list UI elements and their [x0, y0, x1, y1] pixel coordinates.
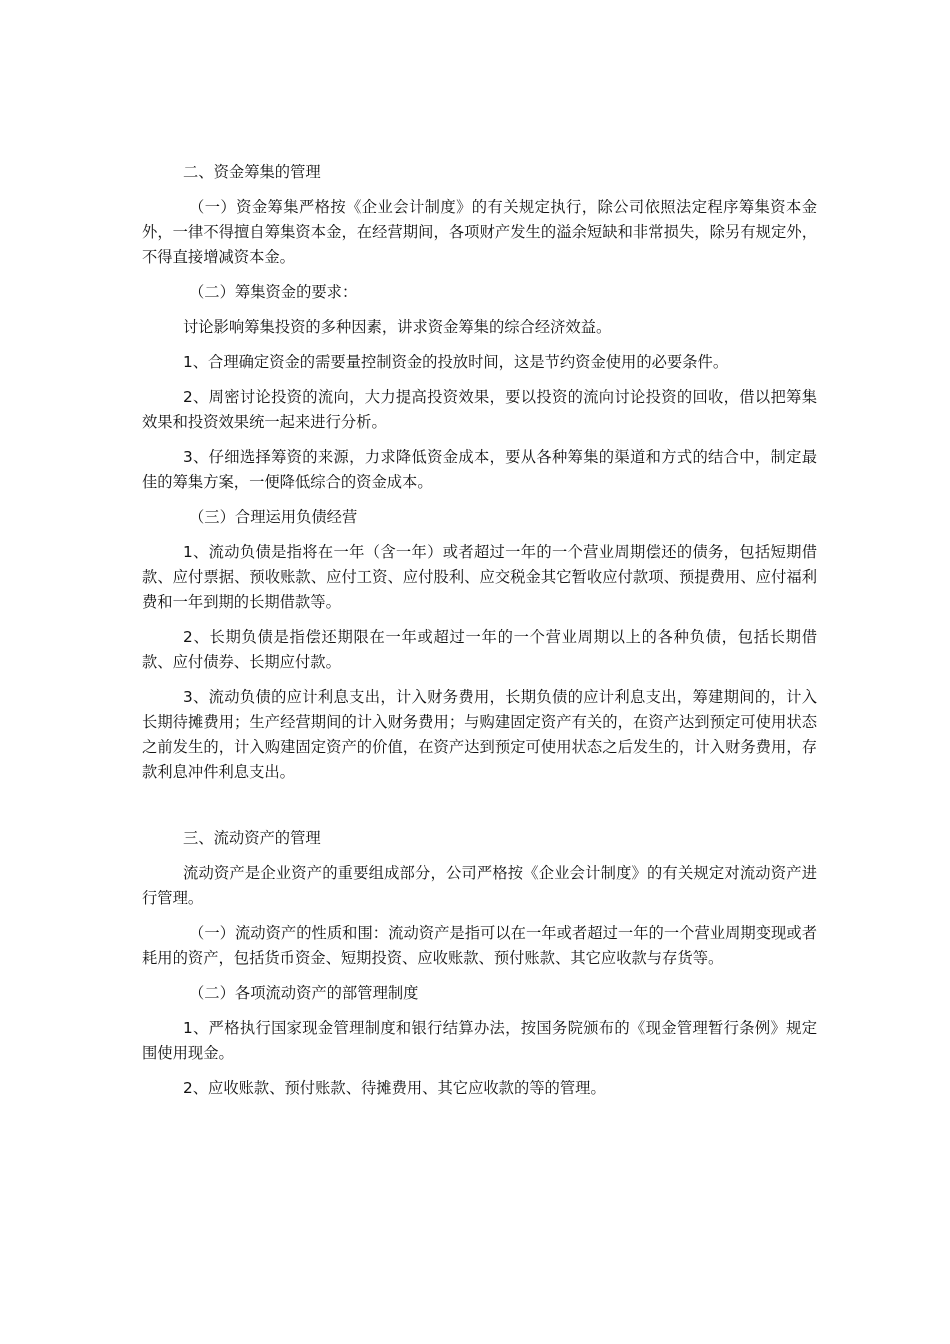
section-3-paragraph-1: （一）流动资产的性质和围：流动资产是指可以在一年或者超过一年的一个营业周期变现或者耗用的资产，包括货币资金、短期投资、应收账款、预付账款、其它应收款与存货等。 [142, 924, 817, 967]
section-3-intro: 流动资产是企业资产的重要组成部分，公司严格按《企业会计制度》的有关规定对流动资产进行管理。 [142, 864, 817, 907]
section-2-subheading-3: （三）合理运用负债经营 [189, 508, 358, 526]
section-2-item-1: 1、合理确定资金的需要量控制资金的投放时间，这是节约资金使用的必要条件。 [183, 353, 729, 371]
section-3-item-1: 1、严格执行国家现金管理制度和银行结算办法，按国务院颁布的《现金管理暂行条例》规定围使用现金。 [142, 1019, 817, 1062]
section-2-intro: 讨论影响筹集投资的多种因素，讲求资金筹集的综合经济效益。 [183, 318, 612, 336]
section-2-liability-item-2: 2、长期负债是指偿还期限在一年或超过一年的一个营业周期以上的各种负债，包括长期借款、应付债券、长期应付款。 [142, 628, 817, 671]
section-gap [142, 795, 817, 826]
section-3-subheading-2: （二）各项流动资产的部管理制度 [189, 984, 419, 1002]
section-2-title: 二、资金筹集的管理 [183, 163, 321, 181]
section-3-title: 三、流动资产的管理 [183, 829, 321, 847]
section-2-liability-item-3: 3、流动负债的应计利息支出，计入财务费用，长期负债的应计利息支出，筹建期间的，计入长期待摊费用；生产经营期间的计入财务费用；与购建固定资产有关的，在资产达到预定可使用状态之前发生的，计入购建固定资产的价值，在资产达到预定可使用状态之后发生的，计入财务费用，存款利息冲件利息支出。 [142, 688, 817, 781]
section-2-liability-item-1: 1、流动负债是指将在一年（含一年）或者超过一年的一个营业周期偿还的债务，包括短期借款、应付票据、预收账款、应付工资、应付股利、应交税金其它暂收应付款项、预提费用、应付福利费和一年到期的长期借款等。 [142, 543, 817, 611]
section-3-item-2: 2、应收账款、预付账款、待摊费用、其它应收款的等的管理。 [183, 1079, 606, 1097]
section-2-item-3: 3、仔细选择筹资的来源，力求降低资金成本，要从各种筹集的渠道和方式的结合中，制定最佳的筹集方案，一便降低综合的资金成本。 [142, 448, 817, 491]
document-body [142, 160, 817, 1111]
section-2-item-2: 2、周密讨论投资的流向，大力提高投资效果，要以投资的流向讨论投资的回收，借以把筹集效果和投资效果统一起来进行分析。 [142, 388, 817, 431]
section-2-paragraph-1: （一）资金筹集严格按《企业会计制度》的有关规定执行，除公司依照法定程序筹集资本金外，一律不得擅自筹集资本金，在经营期间，各项财产发生的溢余短缺和非常损失，除另有规定外，不得直接增减资本金。 [142, 198, 817, 266]
section-2-subheading-2: （二）筹集资金的要求： [189, 283, 358, 301]
